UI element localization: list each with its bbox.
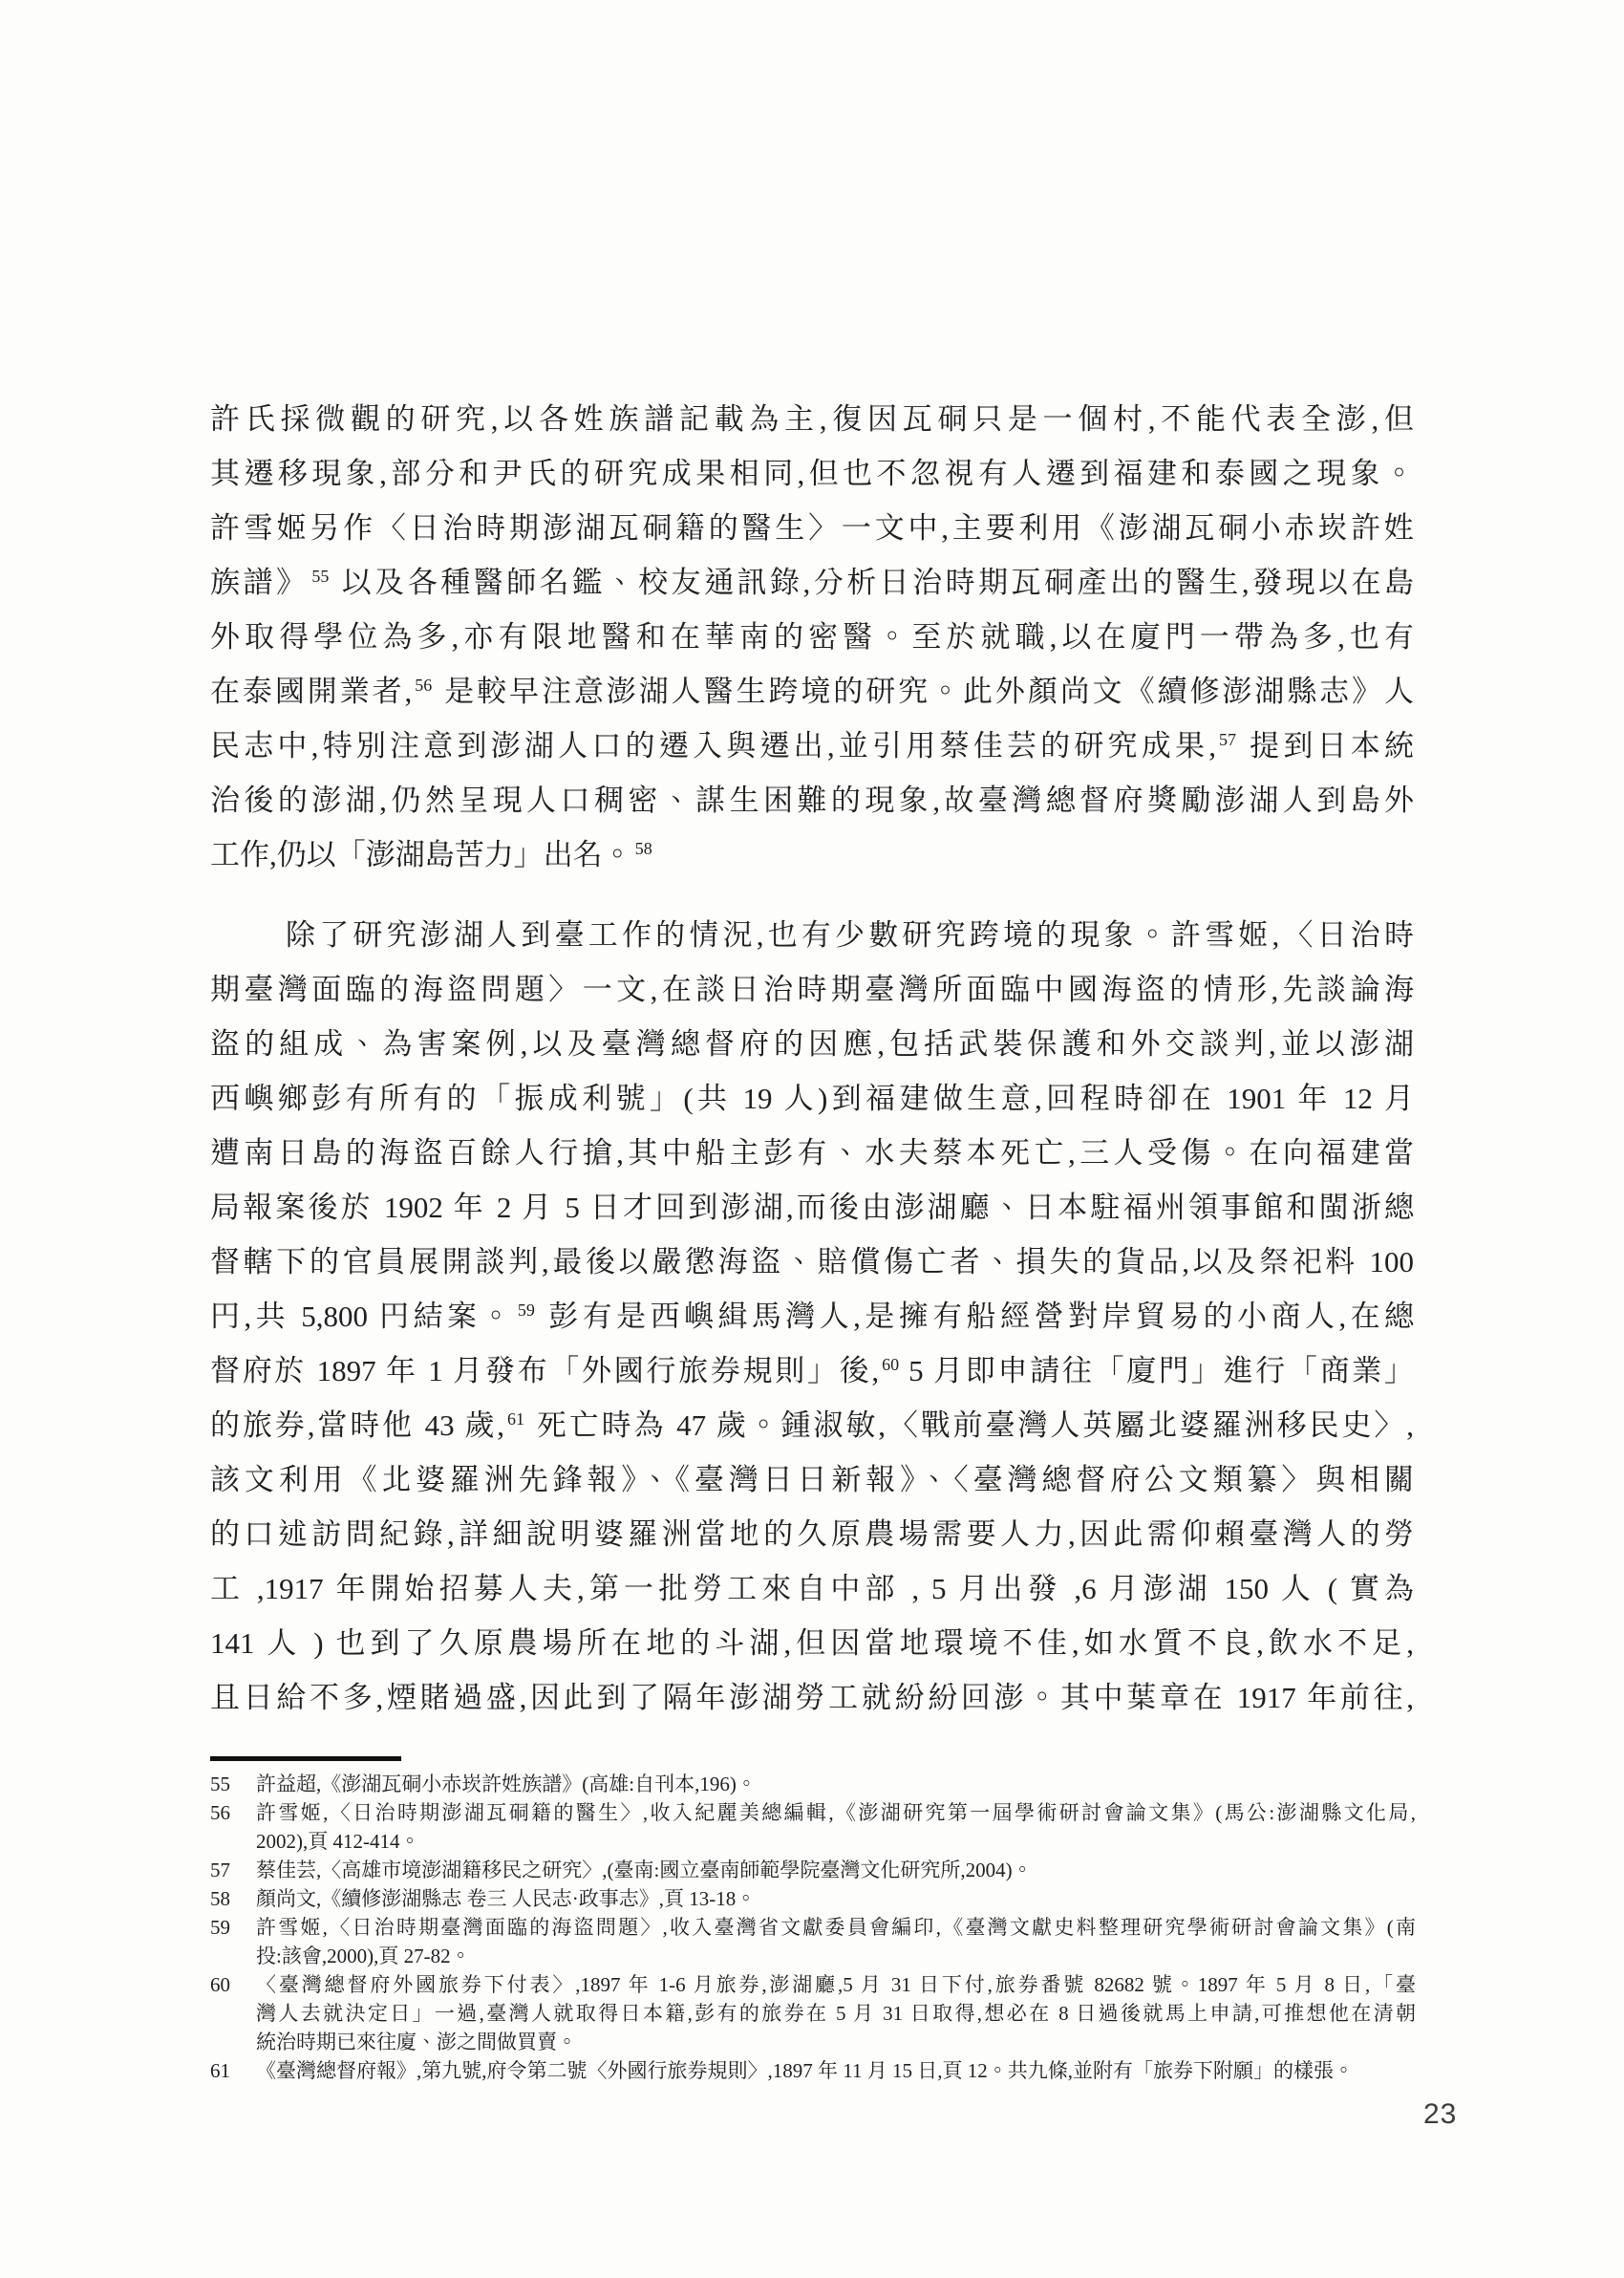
footnote-ref: 59 xyxy=(517,1300,535,1320)
footnote-line xyxy=(210,1942,1416,1970)
footnote-ref: 57 xyxy=(1218,729,1236,749)
footnote-text: 投:該會,2000),頁 27-82。 xyxy=(256,1945,471,1967)
body-line: 円,共 5,800 円結案。 $^{59}$ 彭有是西嶼緝馬灣人,是擁有船經營對岸貿易的小商人,在總 xyxy=(210,1300,1415,1333)
footnote-number: 61 xyxy=(210,2059,230,2082)
footnote-text: 顏尚文,《續修澎湖縣志 卷三 人民志·政事志》,頁 13-18。 xyxy=(256,1887,757,1910)
footnote-number: 55 xyxy=(210,1773,230,1795)
footnote-indent xyxy=(210,1999,256,2028)
footnote-text: 《臺灣總督府報》,第九號,府令第二號〈外國行旅券規則〉,1897 年 11 月 15 日,頁 12。共九條,並附有「旅券下附願」的樣張。 xyxy=(256,2059,1354,2082)
body-line: 外取得學位為多,亦有限地醫和在華南的密醫。至於就職,以在廈門一帶為多,也有 xyxy=(210,620,1414,654)
footnote-text: 許益超,《澎湖瓦硐小赤崁許姓族譜》(高雄:自刊本,196)。 xyxy=(256,1773,757,1795)
footnote-ref: 58 xyxy=(634,838,652,858)
footnote-number: 59 xyxy=(210,1916,230,1939)
paragraph xyxy=(210,392,1414,882)
body-line: 督轄下的官員展開談判,最後以嚴懲海盜、賠償傷亡者、損失的貨品,以及祭祀料 100 xyxy=(210,1245,1414,1279)
body-line: 工作,仍以「澎湖島苦力」出名。 $^{58}$ xyxy=(210,838,652,871)
footnote-ref: 56 xyxy=(415,675,433,695)
body-line: 族譜》 $^{55}$ 以及各種醫師名鑑、校友通訊錄,分析日治時期瓦硐產出的醫生,發現以在島 xyxy=(210,566,1414,599)
body-line: 工 ,1917 年開始招募人夫,第一批勞工來自中部 , 5 月出發 ,6 月澎湖 150 人 ( 實為 xyxy=(210,1572,1414,1605)
body-line: 該文利用《北婆羅洲先鋒報》、《臺灣日日新報》、〈臺灣總督府公文類纂〉與相關 xyxy=(210,1463,1414,1496)
body-line: 盜的組成、為害案例,以及臺灣總督府的因應,包括武裝保護和外交談判,並以澎湖 xyxy=(210,1027,1414,1061)
body-line: 且日給不多,煙賭過盛,因此到了隔年澎湖勞工就紛紛回澎。其中葉章在 1917 年前往, xyxy=(210,1681,1414,1714)
footnote-line xyxy=(210,2056,1416,2085)
footnote-line xyxy=(210,1999,1416,2028)
footnote-indent xyxy=(210,1942,256,1970)
footnote-text: 統治時期已來往廈、澎之間做買賣。 xyxy=(256,2031,577,2053)
footnote-separator xyxy=(210,1756,401,1761)
body-line: 期臺灣面臨的海盜問題〉一文,在談日治時期臺灣所面臨中國海盜的情形,先談論海 xyxy=(210,973,1414,1006)
body-line: 的旅券,當時他 43 歲, $^{61}$ 死亡時為 47 歲。鍾淑敏,〈戰前臺灣人英屬北婆羅洲移民史〉, xyxy=(210,1408,1414,1442)
footnote-number: 58 xyxy=(210,1887,230,1910)
body-line: 除了研究澎湖人到臺工作的情況,也有少數研究跨境的現象。許雪姬,〈日治時 xyxy=(286,918,1414,952)
footnote-number: 60 xyxy=(210,1973,230,1996)
footnote-text: 灣人去就決定日」一過,臺灣人就取得日本籍,彭有的旅券在 5 月 31 日取得,想必在 8 日過後就馬上申請,可推想他在清朝 xyxy=(256,2002,1416,2025)
body-line: 在泰國開業者, $^{56}$ 是較早注意澎湖人醫生跨境的研究。此外顏尚文《續修澎湖縣志》人 xyxy=(210,675,1414,708)
body-line: 局報案後於 1902 年 2 月 5 日才回到澎湖,而後由澎湖廳、日本駐福州領事館和閩浙總 xyxy=(210,1191,1414,1224)
footnote-line xyxy=(210,1798,1416,1827)
body-line: 許雪姬另作〈日治時期澎湖瓦硐籍的醫生〉一文中,主要利用《澎湖瓦硐小赤崁許姓 xyxy=(210,511,1414,545)
footnote-ref: 55 xyxy=(311,566,330,586)
body-line: 141 人 ) 也到了久原農場所在地的斗湖,但因當地環境不佳,如水質不良,飲水不足, xyxy=(210,1626,1414,1660)
footnote-line xyxy=(210,1913,1416,1942)
footnote-line xyxy=(210,2028,1416,2056)
paragraph xyxy=(210,908,1414,1725)
body-text xyxy=(210,392,1414,1725)
footnote-ref: 61 xyxy=(506,1408,524,1429)
body-line: 督府於 1897 年 1 月發布「外國行旅券規則」後, $^{60}$ 5 月即申請往「廈門」進行「商業」 xyxy=(210,1354,1415,1387)
footnote-line xyxy=(210,1856,1416,1884)
body-line: 其遷移現象,部分和尹氏的研究成果相同,但也不忽視有人遷到福建和泰國之現象。 xyxy=(210,457,1414,490)
body-line: 遭南日島的海盜百餘人行搶,其中船主彭有、水夫蔡本死亡,三人受傷。在向福建當 xyxy=(210,1136,1414,1170)
body-line: 治後的澎湖,仍然呈現人口稠密、謀生困難的現象,故臺灣總督府獎勵澎湖人到島外 xyxy=(210,784,1414,817)
footnote-ref: 60 xyxy=(882,1354,900,1374)
footnote-line xyxy=(210,1770,1416,1798)
body-line: 西嶼鄉彭有所有的「振成利號」(共 19 人)到福建做生意,回程時卻在 1901 年 12 月 xyxy=(210,1082,1414,1115)
footnote-number: 56 xyxy=(210,1801,230,1824)
footnote-text: 2002),頁 412-414。 xyxy=(256,1830,420,1853)
footnotes-section xyxy=(210,1770,1416,2085)
footnote-indent xyxy=(210,2028,256,2056)
page-number: 23 xyxy=(1423,2098,1458,2130)
footnote-text: 許雪姬,〈日治時期澎湖瓦硐籍的醫生〉,收入紀麗美總編輯,《澎湖研究第一屆學術研討會論文集》(馬公:澎湖縣文化局, xyxy=(256,1801,1416,1824)
body-line: 的口述訪問紀錄,詳細說明婆羅洲當地的久原農場需要人力,因此需仰賴臺灣人的勞 xyxy=(210,1517,1414,1551)
footnote-text: 蔡佳芸,〈高雄市境澎湖籍移民之研究〉,(臺南:國立臺南師範學院臺灣文化研究所,2004)。 xyxy=(256,1859,1033,1881)
footnote-number: 57 xyxy=(210,1859,230,1881)
footnote-line xyxy=(210,1827,1416,1856)
body-line: 許氏採微觀的研究,以各姓族譜記載為主,復因瓦硐只是一個村,不能代表全澎,但 xyxy=(210,402,1414,436)
footnote-line xyxy=(210,1884,1416,1913)
footnote-indent xyxy=(210,1827,256,1856)
footnote-text: 〈臺灣總督府外國旅券下付表〉,1897 年 1-6 月旅券,澎湖廳,5 月 31 日下付,旅券番號 82682 號。1897 年 5 月 8 日,「臺 xyxy=(256,1973,1416,1996)
body-line: 民志中,特別注意到澎湖人口的遷入與遷出,並引用蔡佳芸的研究成果, $^{57}$ 提到日本統 xyxy=(210,729,1415,763)
footnote-line xyxy=(210,1970,1416,1999)
footnote-text: 許雪姬,〈日治時期臺灣面臨的海盜問題〉,收入臺灣省文獻委員會編印,《臺灣文獻史料整理研究學術研討會論文集》(南 xyxy=(256,1916,1416,1939)
